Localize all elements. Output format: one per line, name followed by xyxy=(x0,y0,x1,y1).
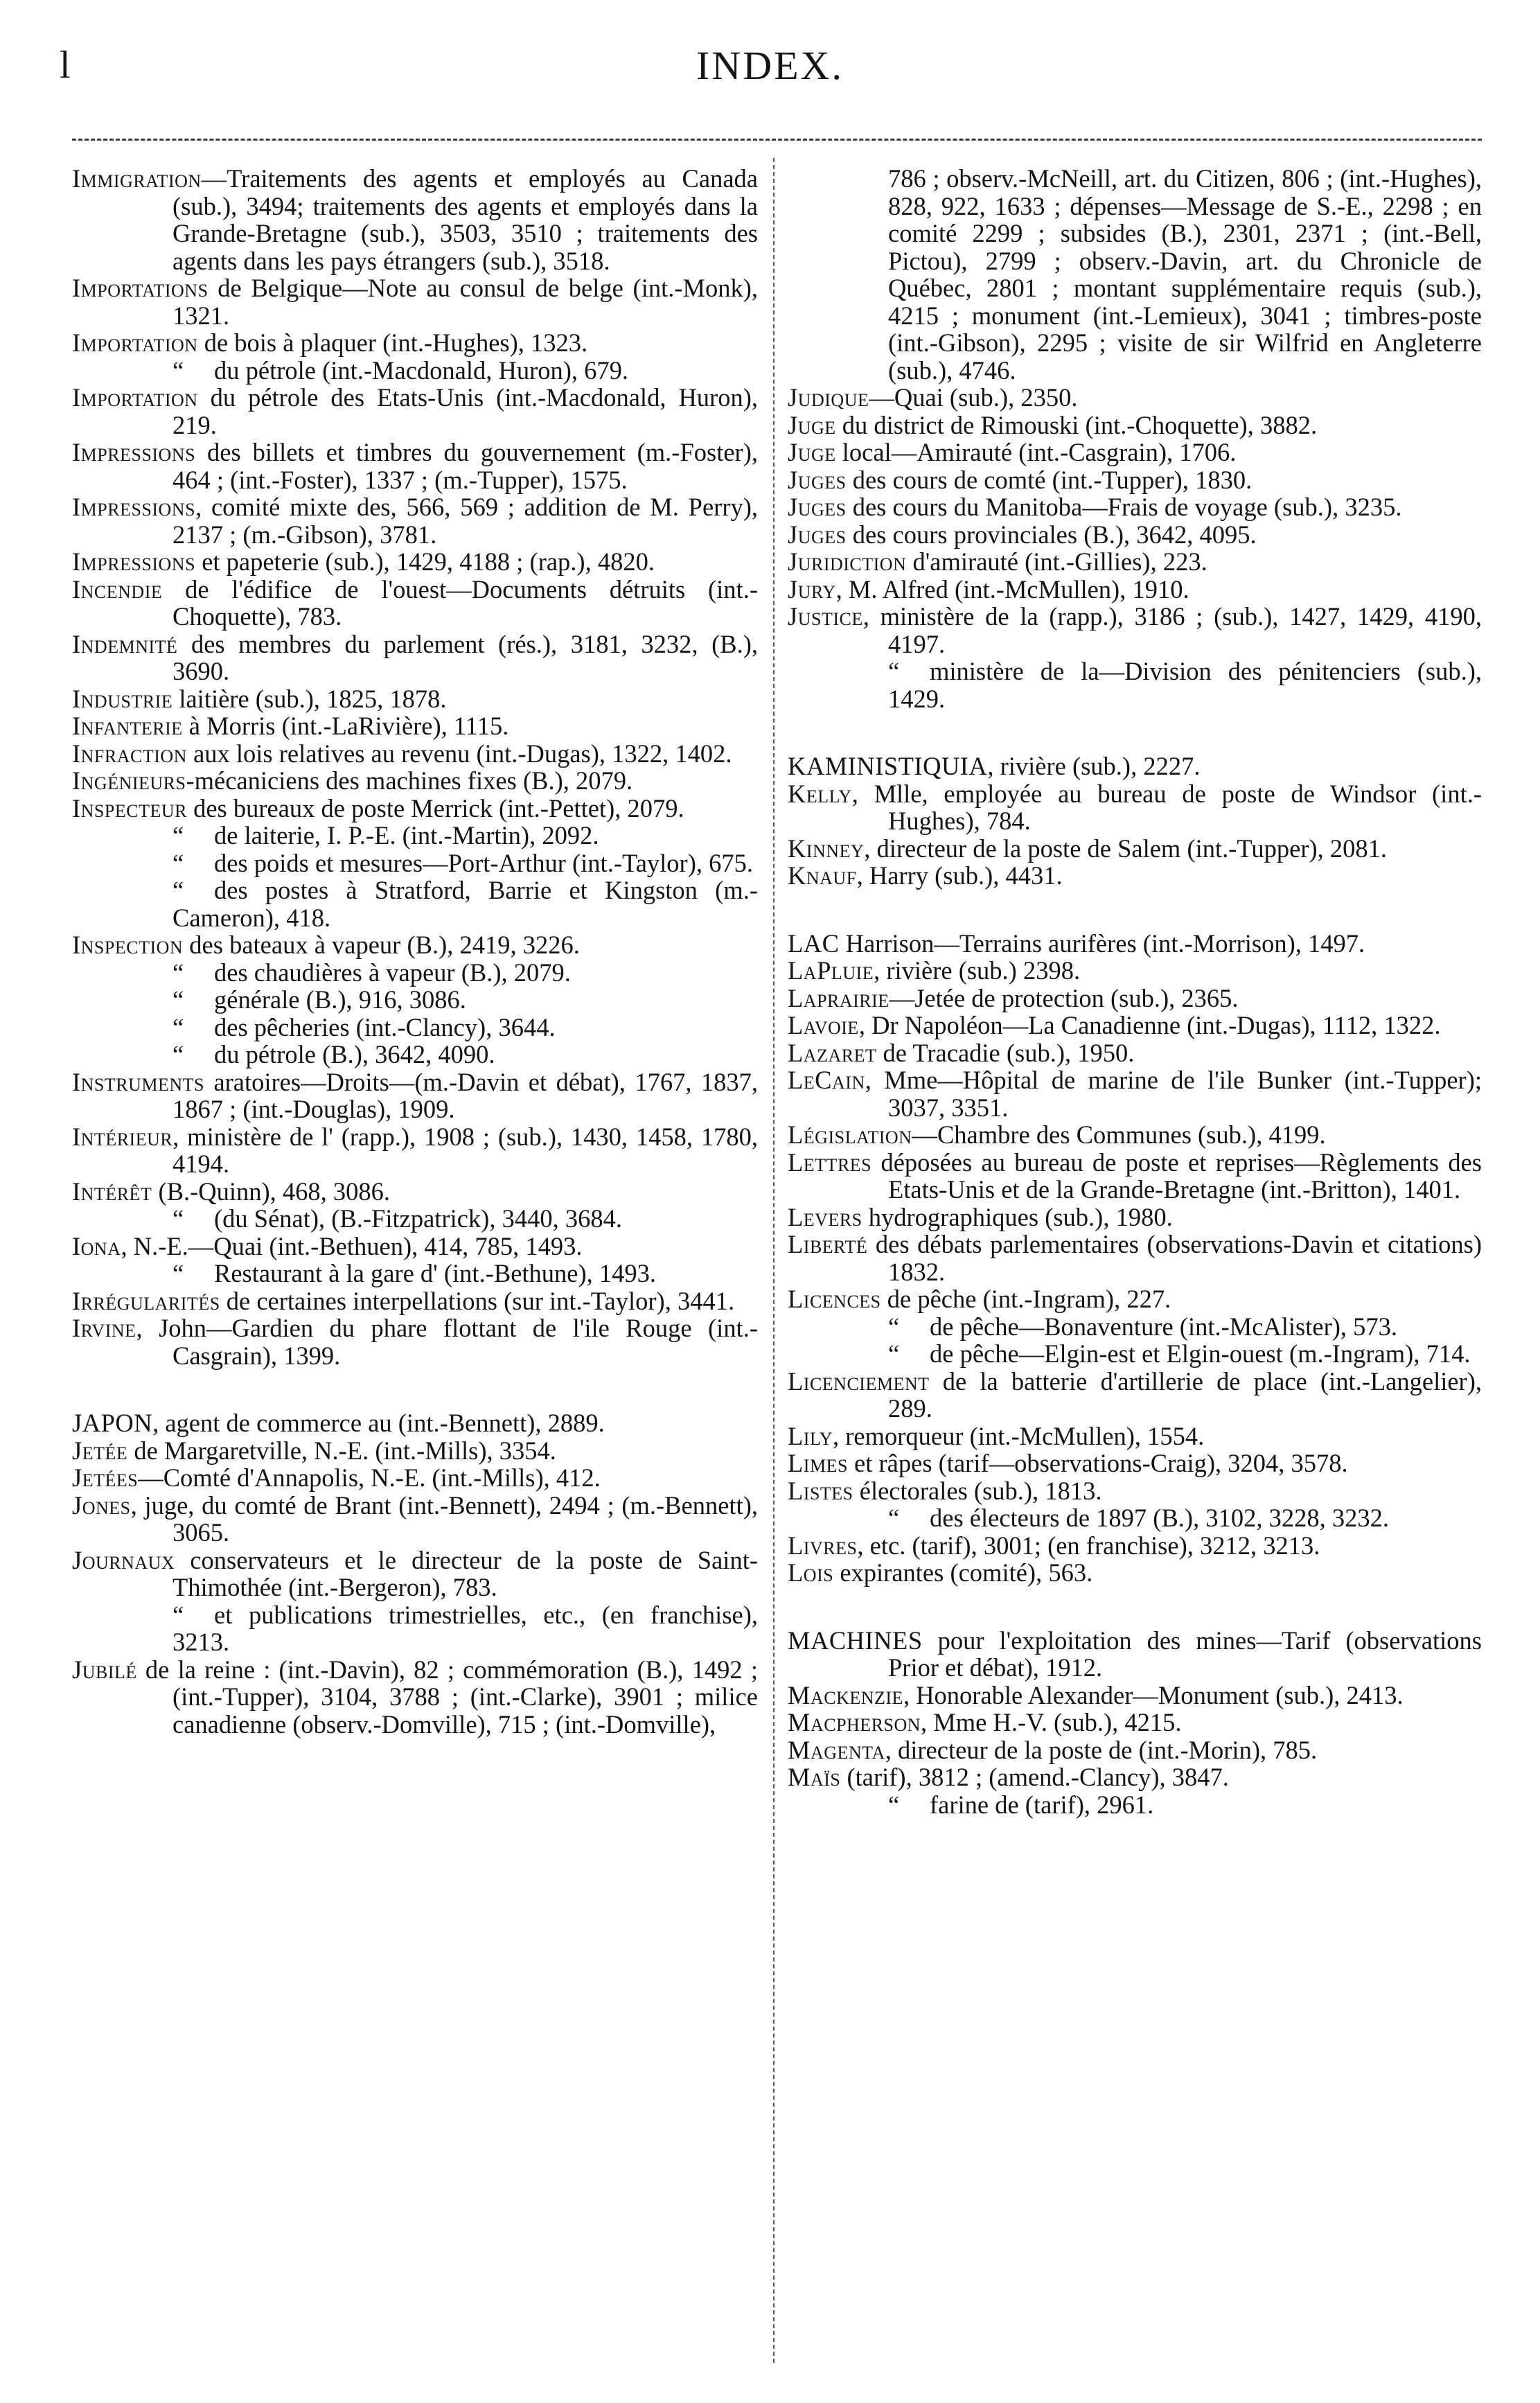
index-entry xyxy=(788,930,1482,958)
entry-headword: Jury xyxy=(788,574,836,604)
index-entry xyxy=(72,959,758,987)
entry-headword: Juges xyxy=(788,520,847,549)
entry-headword: Jones xyxy=(72,1490,131,1520)
entry-headword: Jetées xyxy=(72,1463,139,1492)
entry-text: du pétrole (B.), 3642, 4090. xyxy=(214,1040,495,1068)
index-entry xyxy=(788,165,1482,384)
entry-text: , directeur de la poste de Salem (int.-Tupper), 2081. xyxy=(864,834,1388,863)
entry-text: de Tracadie (sub.), 1950. xyxy=(876,1038,1135,1067)
index-entry xyxy=(788,548,1482,576)
index-entry xyxy=(788,1504,1482,1532)
entry-headword: Licenciement xyxy=(788,1366,930,1396)
index-entry xyxy=(72,1233,758,1260)
index-entry xyxy=(72,986,758,1014)
entry-headword: Indemnité xyxy=(72,629,178,658)
index-entry xyxy=(72,877,758,931)
entry-text: et papeterie (sub.), 1429, 4188 ; (rap.), 4820. xyxy=(195,547,655,576)
entry-text: , Honorable Alexander—Monument (sub.), 2413. xyxy=(903,1680,1404,1709)
entry-headword: Importation xyxy=(72,383,198,412)
entry-headword: Liberté xyxy=(788,1230,868,1258)
entry-text: , directeur de la poste de (int.-Morin), 785. xyxy=(885,1735,1318,1764)
entry-headword: Lettres xyxy=(788,1147,872,1177)
index-entry xyxy=(72,165,758,274)
entry-text: —Comté d'Annapolis, N.-E. (int.-Mills), 412. xyxy=(138,1463,601,1492)
index-entry xyxy=(72,1601,758,1656)
entry-headword: JAPON xyxy=(72,1409,153,1437)
entry-text: générale (B.), 916, 3086. xyxy=(214,985,466,1014)
page-title: INDEX. xyxy=(696,43,844,88)
index-entry xyxy=(72,576,758,631)
entry-text: , Mlle, employée au bureau de poste de Windsor (int.-Hughes), 784. xyxy=(851,779,1482,835)
index-entry xyxy=(72,1014,758,1041)
entry-headword: Lavoie xyxy=(788,1011,859,1039)
entry-headword: Jubilé xyxy=(72,1655,137,1684)
index-entry xyxy=(72,1437,758,1465)
entry-headword: Juges xyxy=(788,465,847,494)
entry-text: , Mme—Hôpital de marine de l'ile Bunker (int.-Tupper); 3037, 3351. xyxy=(865,1066,1482,1122)
entry-headword: Knauf xyxy=(788,861,857,890)
entry-text: , rivière (sub.) 2398. xyxy=(874,956,1081,985)
index-entry xyxy=(788,1450,1482,1477)
entry-text: de pêche—Bonaventure (int.-McAlister), 573. xyxy=(930,1312,1398,1341)
ditto-mark: “ xyxy=(888,1504,900,1532)
ditto-mark: “ xyxy=(172,355,184,385)
entry-text: , comité mixte des, 566, 569 ; addition de M. Perry), 2137 ; (m.-Gibson), 3781. xyxy=(172,493,758,549)
entry-text: local—Amirauté (int.-Casgrain), 1706. xyxy=(835,438,1237,466)
ditto-mark: “ xyxy=(172,1012,184,1041)
index-entry xyxy=(72,493,758,548)
entry-headword: Inspecteur xyxy=(72,793,187,822)
entry-text: des billets et timbres du gouvernement (m.-Foster), 464 ; (int.-Foster), 1337 ; (m.-Tupper), 1575. xyxy=(172,438,758,494)
index-entry xyxy=(788,780,1482,835)
index-entry xyxy=(788,493,1482,521)
entry-text: des postes à Stratford, Barrie et Kingston (m.-Cameron), 418. xyxy=(172,876,758,932)
index-entry xyxy=(788,1204,1482,1231)
entry-headword: Impressions xyxy=(72,547,196,576)
ditto-mark: “ xyxy=(172,958,184,987)
entry-text: des cours de comté (int.-Tupper), 1830. xyxy=(846,465,1253,494)
entry-text: 786 ; observ.-McNeill, art. du Citizen, 806 ; (int.-Hughes), 828, 922, 1633 ; dépenses—Message de S.-E., 2298 ; en comité 2299 ; subsides (B.), 2301, 2371 ; (int.-Bell, Pictou), 2799 ; observ.-Davin, art. du Chronicle de Québec, 2801 ; montant supplémentaire requis (sub.), 4215 ; monument (int.-Lemieux), 3041 ; timbres-poste (int.-Gibson), 2295 ; visite de sir Wilfrid en Angleterre (sub.), 4746. xyxy=(888,164,1482,385)
entry-text: conservateurs et le directeur de la poste de Saint-Thimothée (int.-Bergeron), 783. xyxy=(172,1545,758,1601)
index-entry xyxy=(788,603,1482,658)
index-entry xyxy=(788,752,1482,780)
entry-headword: Journaux xyxy=(72,1545,175,1574)
index-entry xyxy=(788,1559,1482,1587)
entry-headword: Juge xyxy=(788,410,836,439)
entry-text: de certaines interpellations (sur int.-Taylor), 3441. xyxy=(220,1286,735,1315)
entry-headword: Infanterie xyxy=(72,712,183,740)
index-entry xyxy=(72,1041,758,1068)
index-entry xyxy=(788,521,1482,549)
entry-text: expirantes (comité), 563. xyxy=(833,1558,1093,1587)
entry-headword: Irvine xyxy=(72,1314,136,1342)
entry-headword: Limes xyxy=(788,1449,848,1477)
index-entry xyxy=(72,1464,758,1492)
entry-headword: Magenta xyxy=(788,1735,885,1764)
entry-text: , Harry (sub.), 4431. xyxy=(856,861,1063,890)
entry-text: , remorqueur (int.-McMullen), 1554. xyxy=(833,1421,1205,1450)
entry-headword: Lois xyxy=(788,1558,834,1587)
entry-text: , etc. (tarif), 3001; (en franchise), 3212, 3213. xyxy=(857,1531,1320,1560)
entry-text: et râpes (tarif—observations-Craig), 3204, 3578. xyxy=(847,1449,1348,1477)
entry-text: du pétrole (int.-Macdonald, Huron), 679. xyxy=(214,355,629,385)
entry-text: et publications trimestrielles, etc., (en franchise), 3213. xyxy=(172,1600,758,1656)
entry-headword: Industrie xyxy=(72,684,173,713)
index-entry xyxy=(72,548,758,576)
entry-text: —Traitements des agents et employés au Canada (sub.), 3494; traitements des agents et employés dans la Grande-Bretagne (sub.), 3503, 3510 ; traitements des agents dans les pays étrangers (sub.), 3518. xyxy=(172,164,758,275)
index-entry xyxy=(72,1068,758,1123)
index-entry xyxy=(788,1368,1482,1423)
index-entry xyxy=(72,357,758,385)
entry-text: farine de (tarif), 2961. xyxy=(930,1790,1154,1819)
index-entry xyxy=(788,1121,1482,1149)
ditto-mark: “ xyxy=(172,848,184,877)
entry-headword: Levers xyxy=(788,1202,862,1231)
entry-text: de pêche—Elgin-est et Elgin-ouest (m.-Ingram), 714. xyxy=(930,1339,1471,1368)
entry-headword: Législation xyxy=(788,1120,912,1149)
ditto-mark: “ xyxy=(888,657,900,685)
entry-headword: MACHINES xyxy=(788,1626,923,1655)
entry-text: des poids et mesures—Port-Arthur (int.-Taylor), 675. xyxy=(214,848,753,877)
entry-text: des électeurs de 1897 (B.), 3102, 3228, 3232. xyxy=(930,1504,1389,1532)
index-entry xyxy=(72,931,758,959)
index-entry xyxy=(788,576,1482,604)
entry-headword: Immigration xyxy=(72,164,202,193)
entry-text: de pêche (int.-Ingram), 227. xyxy=(880,1285,1171,1313)
entry-headword: Lily xyxy=(788,1421,833,1450)
index-entry xyxy=(788,658,1482,712)
ditto-mark: “ xyxy=(172,985,184,1014)
ditto-mark: “ xyxy=(172,876,184,904)
index-entry xyxy=(788,1231,1482,1285)
entry-text: des membres du parlement (rés.), 3181, 3232, (B.), 3690. xyxy=(172,629,758,685)
entry-headword: Importations xyxy=(72,274,209,302)
entry-headword: Intérêt xyxy=(72,1177,152,1206)
entry-text: des cours du Manitoba—Frais de voyage (sub.), 3235. xyxy=(846,493,1402,521)
index-entry xyxy=(788,466,1482,494)
index-entry xyxy=(72,631,758,685)
index-entry xyxy=(788,1340,1482,1368)
entry-headword: Laprairie xyxy=(788,983,890,1012)
entry-headword: Juge xyxy=(788,438,836,466)
index-entry xyxy=(788,1423,1482,1450)
entry-text: de la batterie d'artillerie de place (int.-Langelier), 289. xyxy=(888,1366,1482,1423)
entry-headword: Juges xyxy=(788,493,847,521)
entry-headword: Iona xyxy=(72,1231,121,1260)
entry-text: des bureaux de poste Merrick (int.-Pettet), 2079. xyxy=(186,793,684,822)
index-entry xyxy=(72,329,758,357)
index-entry xyxy=(72,1314,758,1369)
entry-text: , ministère de la (rapp.), 3186 ; (sub.), 1427, 1429, 4190, 4197. xyxy=(862,602,1482,658)
index-entry xyxy=(788,1627,1482,1682)
entry-headword: Impressions xyxy=(72,493,196,521)
entry-headword: Impressions xyxy=(72,438,196,466)
index-entry xyxy=(788,1066,1482,1121)
index-entry xyxy=(72,685,758,713)
entry-text: aux lois relatives au revenu (int.-Dugas), 1322, 1402. xyxy=(186,739,732,768)
index-entry xyxy=(788,957,1482,985)
entry-headword: Ingénieurs xyxy=(72,766,186,795)
entry-text: —Chambre des Communes (sub.), 4199. xyxy=(912,1120,1326,1149)
entry-headword: Macpherson xyxy=(788,1708,921,1736)
index-entry xyxy=(72,740,758,768)
entry-text: d'amirauté (int.-Gillies), 223. xyxy=(906,547,1207,576)
entry-text: du pétrole des Etats-Unis (int.-Macdonald, Huron), 219. xyxy=(172,383,758,439)
index-entry xyxy=(72,822,758,850)
page-number: l xyxy=(60,44,71,87)
entry-text: à Morris (int.-LaRivière), 1115. xyxy=(182,712,509,740)
entry-text: des chaudières à vapeur (B.), 2079. xyxy=(214,958,571,987)
entry-text: , Dr Napoléon—La Canadienne (int.-Dugas), 1112, 1322. xyxy=(858,1011,1441,1039)
entry-text: , John—Gardien du phare flottant de l'ile Rouge (int.-Casgrain), 1399. xyxy=(136,1314,758,1370)
index-entry xyxy=(788,1763,1482,1791)
entry-text: Restaurant à la gare d' (int.-Bethune), 1493. xyxy=(214,1259,657,1287)
entry-text: (tarif), 3812 ; (amend.-Clancy), 3847. xyxy=(840,1763,1229,1791)
entry-text: , Mme H.-V. (sub.), 4215. xyxy=(921,1708,1182,1736)
entry-headword: Juridiction xyxy=(788,547,907,576)
entry-headword: Listes xyxy=(788,1476,853,1505)
entry-text: , agent de commerce au (int.-Bennett), 2889. xyxy=(152,1409,605,1437)
entry-headword: Incendie xyxy=(72,574,163,604)
ditto-mark: “ xyxy=(888,1339,900,1368)
entry-headword: LeCain xyxy=(788,1066,865,1094)
entry-text: Harrison—Terrains aurifères (int.-Morrison), 1497. xyxy=(839,928,1365,958)
entry-text: de laiterie, I. P.-E. (int.-Martin), 2092. xyxy=(214,821,599,850)
entry-headword: Intérieur xyxy=(72,1122,173,1151)
entry-headword: Kinney xyxy=(788,834,865,863)
entry-text: de Margaretville, N.-E. (int.-Mills), 3354. xyxy=(127,1436,556,1465)
entry-text: -mécaniciens des machines fixes (B.), 2079. xyxy=(186,766,633,795)
header-rule xyxy=(72,139,1482,141)
entry-text: —Jetée de protection (sub.), 2365. xyxy=(889,983,1239,1012)
entry-headword: Importation xyxy=(72,328,198,357)
index-entry xyxy=(72,1260,758,1287)
entry-text: , M. Alfred (int.-McMullen), 1910. xyxy=(835,574,1189,604)
index-entry xyxy=(72,1287,758,1315)
entry-text: hydrographiques (sub.), 1980. xyxy=(862,1202,1173,1231)
index-entry xyxy=(788,1532,1482,1560)
index-entry xyxy=(788,1477,1482,1505)
index-entry xyxy=(72,850,758,877)
index-entry xyxy=(72,384,758,439)
index-entry xyxy=(72,1656,758,1739)
index-entry xyxy=(788,1313,1482,1341)
entry-text: aratoires—Droits—(m.-Davin et débat), 1767, 1837, 1867 ; (int.-Douglas), 1909. xyxy=(172,1067,758,1123)
index-entry xyxy=(72,712,758,740)
ditto-mark: “ xyxy=(172,1040,184,1068)
entry-headword: KAMINISTIQUIA xyxy=(788,752,988,780)
entry-headword: Jetée xyxy=(72,1436,128,1465)
entry-headword: Maïs xyxy=(788,1763,841,1791)
ditto-mark: “ xyxy=(172,1259,184,1287)
entry-headword: Kelly xyxy=(788,779,852,808)
ditto-mark: “ xyxy=(888,1790,900,1819)
index-entry xyxy=(788,1682,1482,1709)
entry-headword: Inspection xyxy=(72,931,184,959)
entry-headword: Lazaret xyxy=(788,1038,877,1067)
ditto-mark: “ xyxy=(172,1204,184,1233)
entry-headword: Instruments xyxy=(72,1067,205,1096)
index-entry xyxy=(72,1178,758,1206)
entry-headword: Mackenzie xyxy=(788,1680,903,1709)
entry-text: de l'édifice de l'ouest—Documents détruits (int.-Choquette), 783. xyxy=(162,574,758,631)
index-entry xyxy=(788,439,1482,466)
entry-headword: Judique xyxy=(788,383,869,412)
index-entry xyxy=(72,795,758,822)
index-entry xyxy=(788,862,1482,890)
entry-text: des cours provinciales (B.), 3642, 4095. xyxy=(846,520,1257,549)
entry-headword: Livres xyxy=(788,1531,858,1560)
entry-text: laitière (sub.), 1825, 1878. xyxy=(172,684,447,713)
entry-text: déposées au bureau de poste et reprises—Règlements des Etats-Unis et de la Grande-Bretagne (int.-Britton), 1401. xyxy=(871,1147,1482,1204)
index-entry xyxy=(72,767,758,795)
entry-text: du district de Rimouski (int.-Choquette), 3882. xyxy=(835,410,1318,439)
index-entry xyxy=(788,1012,1482,1039)
index-entry xyxy=(72,1123,758,1178)
entry-text: des pêcheries (int.-Clancy), 3644. xyxy=(214,1012,556,1041)
index-entry xyxy=(72,1547,758,1601)
column-divider xyxy=(773,158,775,2363)
index-entry xyxy=(788,985,1482,1012)
entry-text: de Belgique—Note au consul de belge (int.-Monk), 1321. xyxy=(172,274,758,330)
entry-text: électorales (sub.), 1813. xyxy=(853,1476,1102,1505)
index-entry xyxy=(788,1149,1482,1204)
ditto-mark: “ xyxy=(888,1312,900,1341)
index-entry xyxy=(788,384,1482,412)
index-entry xyxy=(788,835,1482,863)
index-entry xyxy=(788,1709,1482,1736)
index-entry xyxy=(72,1492,758,1547)
entry-headword: Irrégularités xyxy=(72,1286,220,1315)
index-entry xyxy=(72,274,758,329)
entry-text: (du Sénat), (B.-Fitzpatrick), 3440, 3684. xyxy=(214,1204,622,1233)
entry-text: , rivière (sub.), 2227. xyxy=(987,752,1201,780)
entry-text: des débats parlementaires (observations-Davin et citations) 1832. xyxy=(867,1230,1482,1286)
index-entry xyxy=(788,1791,1482,1819)
index-entry xyxy=(72,439,758,493)
entry-headword: Infraction xyxy=(72,739,187,768)
index-entry xyxy=(788,412,1482,439)
entry-text: de bois à plaquer (int.-Hughes), 1323. xyxy=(197,328,588,357)
entry-text: , ministère de l' (rapp.), 1908 ; (sub.), 1430, 1458, 1780, 4194. xyxy=(172,1122,758,1178)
entry-text: , juge, du comté de Brant (int.-Bennett), 2494 ; (m.-Bennett), 3065. xyxy=(130,1490,758,1547)
entry-text: (B.-Quinn), 468, 3086. xyxy=(152,1177,390,1206)
index-entry xyxy=(72,1205,758,1233)
entry-text: pour l'exploitation des mines—Tarif (observations Prior et débat), 1912. xyxy=(888,1626,1482,1682)
entry-text: de la reine : (int.-Davin), 82 ; commémoration (B.), 1492 ; (int.-Tupper), 3104, 3788 ; (int.-Clarke), 3901 ; milice canadienne (observ.-Domville), 715 ; (int.-Domville), xyxy=(136,1655,758,1739)
entry-text: des bateaux à vapeur (B.), 2419, 3226. xyxy=(183,931,580,959)
left-column xyxy=(72,165,758,1738)
index-entry xyxy=(788,1285,1482,1313)
entry-text: , N.-E.—Quai (int.-Bethuen), 414, 785, 1493. xyxy=(121,1231,583,1260)
right-column xyxy=(788,165,1482,1818)
entry-text: ministère de la—Division des pénitenciers (sub.), 1429. xyxy=(888,657,1482,713)
index-entry xyxy=(72,1409,758,1437)
entry-headword: LaPluie xyxy=(788,956,874,985)
entry-headword: LAC xyxy=(788,928,840,958)
index-entry xyxy=(788,1736,1482,1764)
ditto-mark: “ xyxy=(172,1600,184,1629)
ditto-mark: “ xyxy=(172,821,184,850)
entry-headword: Licences xyxy=(788,1285,881,1313)
entry-headword: Justice xyxy=(788,602,863,631)
entry-text: —Quai (sub.), 2350. xyxy=(869,383,1078,412)
index-entry xyxy=(788,1039,1482,1067)
